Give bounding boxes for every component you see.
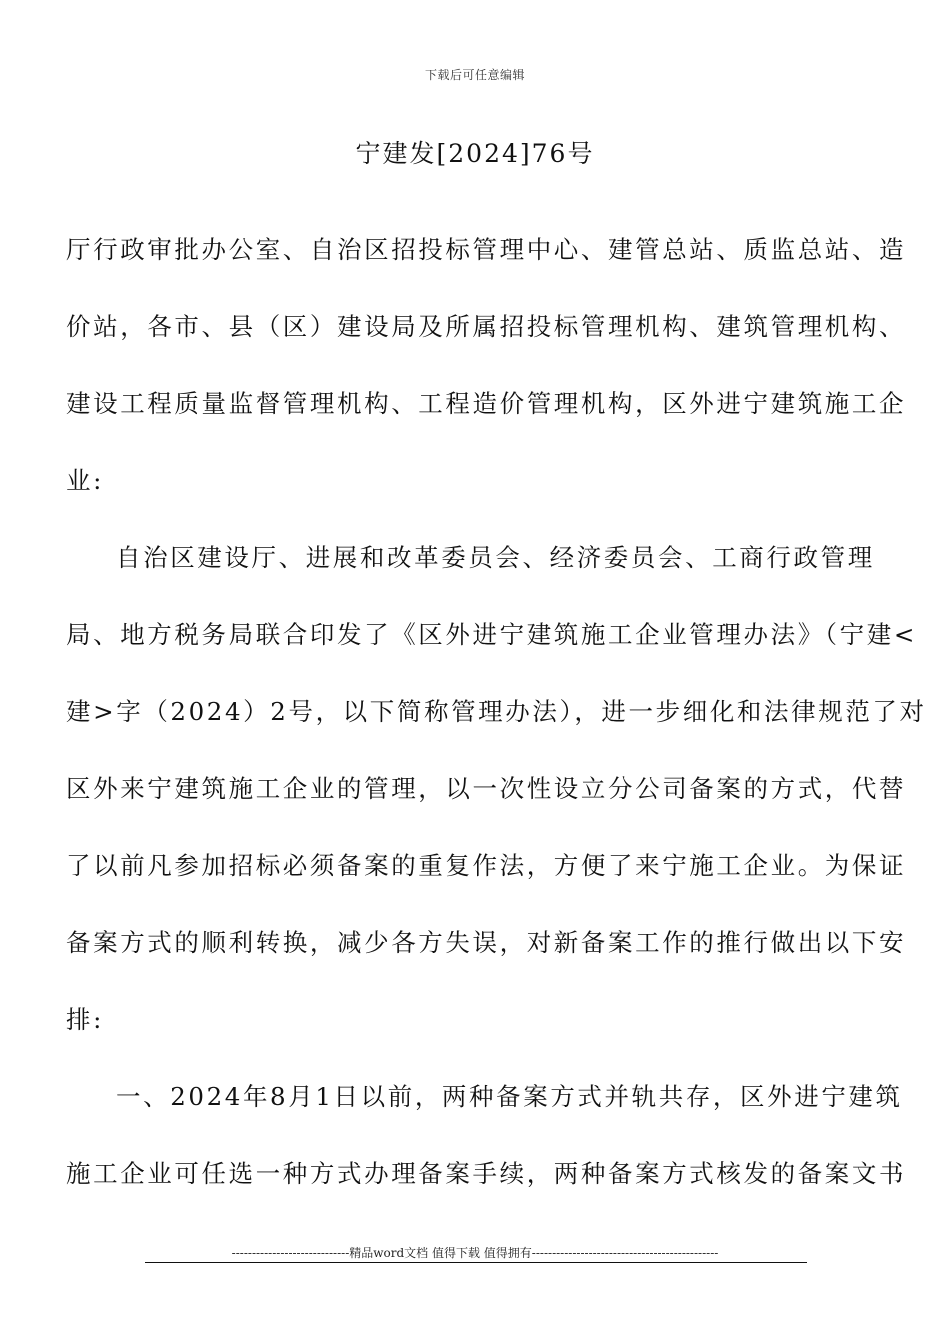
body-line: 一、2024年8月1日以前，两种备案方式并轨共存，区外进宁建筑 (116, 1082, 903, 1111)
body-line: 自治区建设厅、进展和改革委员会、经济委员会、工商行政管理 (116, 543, 875, 572)
page-header-note: 下载后可任意编辑 (424, 68, 525, 82)
body-line: 厅行政审批办公室、自治区招投标管理中心、建管总站、质监总站、造 (66, 235, 907, 264)
footer-divider (145, 1262, 807, 1263)
page-footer-text: -----------------------------精品word文档 值得下载 值得拥有---------------------------------------------- (231, 1246, 719, 1260)
body-line: 局、地方税务局联合印发了《区外进宁建筑施工企业管理办法》（宁建< (66, 620, 917, 649)
body-line: 排: (66, 1005, 104, 1034)
body-line: 建设工程质量监督管理机构、工程造价管理机构，区外进宁建筑施工企 (66, 389, 907, 418)
body-line: 区外来宁建筑施工企业的管理，以一次性设立分公司备案的方式，代替 (66, 774, 907, 803)
body-line: 建>字（2024）2号，以下简称管理办法），进一步细化和法律规范了对 (66, 697, 927, 726)
body-line: 业: (66, 466, 104, 495)
body-line: 了以前凡参加招标必须备案的重复作法，方便了来宁施工企业。为保证 (66, 851, 907, 880)
document-body (66, 226, 927, 1227)
document-number: 宁建发[2024]76号 (355, 139, 595, 168)
body-line: 备案方式的顺利转换，减少各方失误，对新备案工作的推行做出以下安 (66, 928, 907, 957)
body-line: 施工企业可任选一种方式办理备案手续，两种备案方式核发的备案文书 (66, 1159, 907, 1188)
body-line: 价站，各市、县（区）建设局及所属招投标管理机构、建筑管理机构、 (66, 312, 907, 341)
